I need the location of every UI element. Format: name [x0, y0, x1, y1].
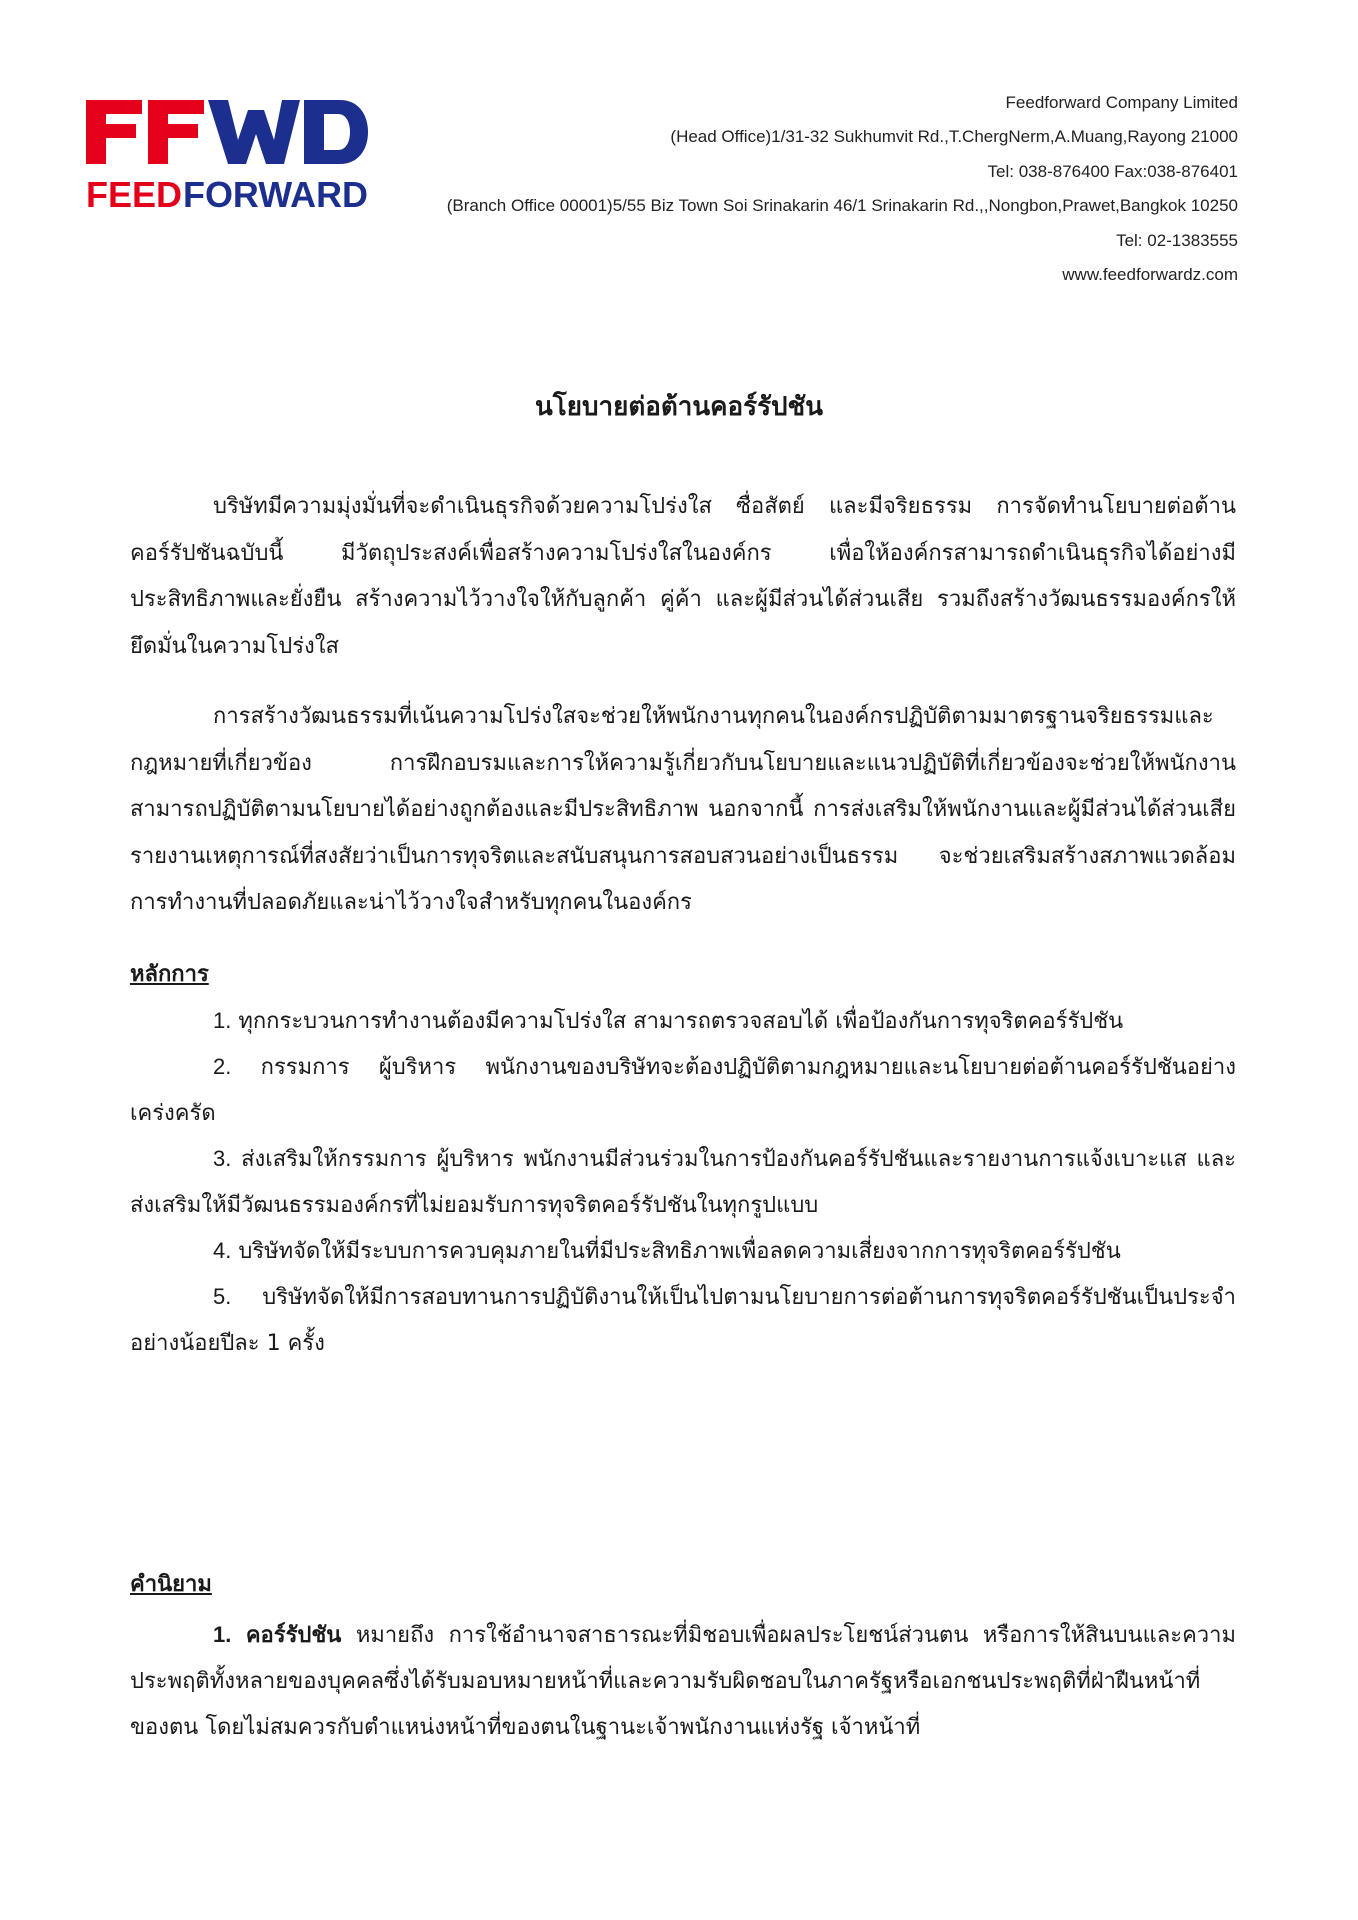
logo-wordmark-feed: FEED	[86, 174, 182, 214]
definition-text: หมายถึง การใช้อำนาจสาธารณะที่มิชอบเพื่อผลประโยชน์ส่วนตน หรือการให้สินบนและความประพฤติทั้งหลายของบุคคลซึ่งได้รับมอบหมายหน้าที่และความรับผิดชอบในภาครัฐหรือเอกชนประพฤติที่ฝ่าฝืนหน้าที่ของตน โดยไม่สมควรกับตำแหน่งหน้าที่ของตนในฐานะเจ้าพนักงานแห่งรัฐ เจ้าหน้าที่	[130, 1623, 1236, 1740]
definitions-heading: คำนิยาม	[130, 1572, 212, 1597]
principle-number: 1.	[213, 1008, 232, 1033]
principle-item	[130, 998, 1236, 1045]
company-name: Feedforward Company Limited	[1005, 93, 1238, 112]
intro-paragraph-2-text: การสร้างวัฒนธรรมที่เน้นความโปร่งใสจะช่วยให้พนักงานทุกคนในองค์กรปฏิบัติตามมาตรฐานจริยธรรมและกฎหมายที่เกี่ยวข้อง การฝึกอบรมและการให้ความรู้เกี่ยวกับนโยบายและแนวปฏิบัติที่เกี่ยวข้องจะช่วยให้พนักงานสามารถปฏิบัติตามนโยบายได้อย่างถูกต้องและมีประสิทธิภาพ นอกจากนี้ การส่งเสริมให้พนักงานและผู้มีส่วนได้ส่วนเสียรายงานเหตุการณ์ที่สงสัยว่าเป็นการทุจริตและสนับสนุนการสอบสวนอย่างเป็นธรรม จะช่วยเสริมสร้างสภาพแวดล้อมการทำงานที่ปลอดภัยและน่าไว้วางใจสำหรับทุกคนในองค์กร	[130, 704, 1236, 915]
principle-text: บริษัทจัดให้มีการสอบทานการปฏิบัติงานให้เป็นไปตามนโยบายการต่อต้านการทุจริตคอร์รัปชันเป็นประจำอย่างน้อยปีละ 1 ครั้ง	[130, 1285, 1236, 1356]
head-office-contact: Tel: 038-876400 Fax:038-876401	[987, 161, 1238, 181]
principle-item	[130, 1044, 1236, 1137]
principle-item	[130, 1136, 1236, 1229]
intro-paragraph-1-text: บริษัทมีความมุ่งมั่นที่จะดำเนินธุรกิจด้วยความโปร่งใส ซื่อสัตย์ และมีจริยธรรม การจัดทำนโยบายต่อต้านคอร์รัปชันฉบับนี้ มีวัตถุประสงค์เพื่อสร้างความโปร่งใสในองค์กร เพื่อให้องค์กรสามารถดำเนินธุรกิจได้อย่างมีประสิทธิภาพและยั่งยืน สร้างความไว้วางใจให้กับลูกค้า คู่ค้า และผู้มีส่วนได้ส่วนเสีย รวมถึงสร้างวัฒนธรรมองค์กรให้ยึดมั่นในความโปร่งใส	[130, 494, 1236, 659]
document-title: นโยบายต่อต้านคอร์รัปชัน	[535, 392, 823, 422]
definition-term: คอร์รัปชัน	[245, 1623, 342, 1648]
branch-office-address: (Branch Office 00001)5/55 Biz Town Soi Srinakarin 46/1 Srinakarin Rd.,,Nongbon,Prawet,Bangkok 10250	[446, 196, 1238, 216]
letterhead-address	[238, 86, 1238, 292]
company-website: www.feedforwardz.com	[1062, 265, 1238, 285]
principle-number: 3.	[213, 1146, 232, 1171]
principle-text: ส่งเสริมให้กรรมการ ผู้บริหาร พนักงานมีส่วนร่วมในการป้องกันคอร์รัปชันและรายงานการแจ้งเบาะแส และส่งเสริมให้มีวัฒนธรรมองค์กรที่ไม่ยอมรับการทุจริตคอร์รัปชันในทุกรูปแบบ	[130, 1147, 1236, 1218]
principle-number: 4.	[213, 1238, 232, 1263]
principle-number: 5.	[213, 1284, 232, 1309]
principle-item	[130, 1274, 1236, 1367]
principle-number: 2.	[213, 1054, 232, 1079]
definition-number: 1.	[213, 1622, 232, 1647]
head-office-address: (Head Office)1/31-32 Sukhumvit Rd.,T.ChergNerm,A.Muang,Rayong 21000	[670, 127, 1238, 147]
principle-text: ทุกกระบวนการทำงานต้องมีความโปร่งใส สามารถตรวจสอบได้ เพื่อป้องกันการทุจริตคอร์รัปชัน	[238, 1009, 1124, 1034]
intro-paragraph-1	[130, 484, 1236, 670]
branch-office-contact: Tel: 02-1383555	[1116, 230, 1238, 250]
definition-item	[130, 1612, 1236, 1751]
principle-item	[130, 1228, 1236, 1275]
principle-text: บริษัทจัดให้มีระบบการควบคุมภายในที่มีประสิทธิภาพเพื่อลดความเสี่ยงจากการทุจริตคอร์รัปชัน	[238, 1239, 1121, 1264]
principle-text: กรรมการ ผู้บริหาร พนักงานของบริษัทจะต้องปฏิบัติตามกฎหมายและนโยบายต่อต้านคอร์รัปชันอย่างเคร่งครัด	[130, 1055, 1236, 1126]
intro-paragraph-2	[130, 694, 1236, 927]
logo-wordmark-forward: FORWARD	[183, 174, 368, 214]
principles-heading: หลักการ	[130, 962, 209, 987]
